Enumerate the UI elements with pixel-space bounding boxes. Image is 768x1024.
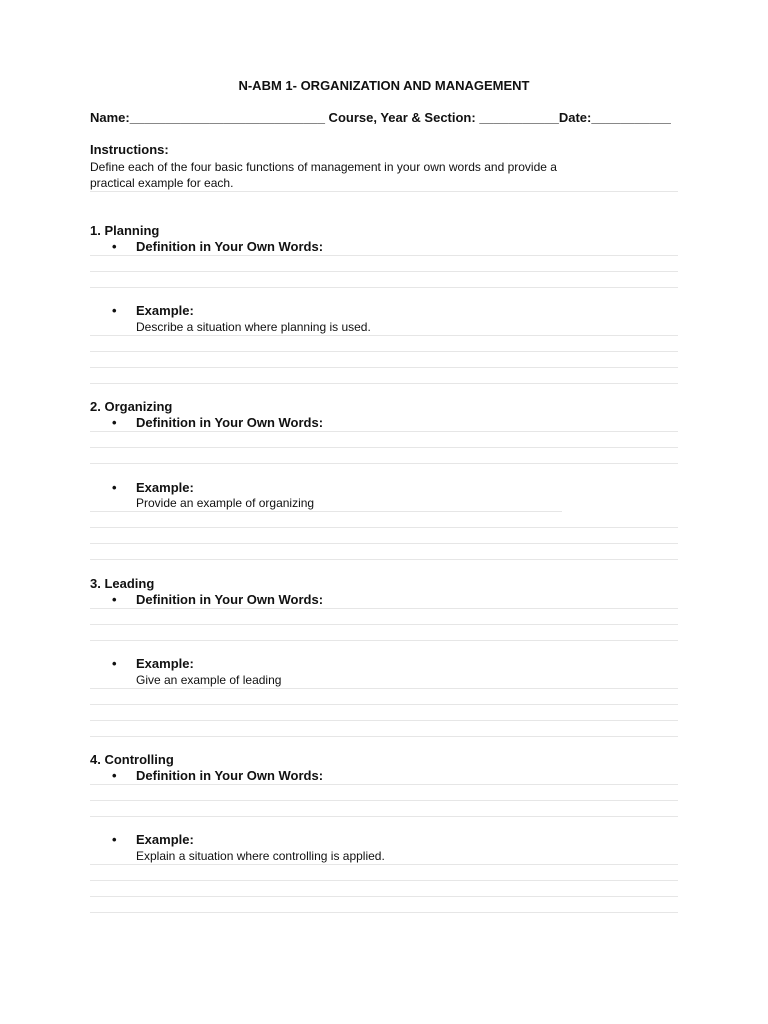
organizing-definition-answer-line[interactable] bbox=[90, 447, 678, 448]
bullet-icon: • bbox=[112, 832, 117, 847]
leading-definition-answer-line[interactable] bbox=[90, 624, 678, 625]
organizing-example-answer-line[interactable] bbox=[90, 511, 562, 512]
section-heading-organizing: 2. Organizing bbox=[90, 399, 173, 414]
bullet-icon: • bbox=[112, 303, 117, 318]
controlling-example-prompt: Explain a situation where controlling is applied. bbox=[136, 849, 385, 863]
organizing-definition-answer-line[interactable] bbox=[90, 463, 678, 464]
planning-example-prompt: Describe a situation where planning is used. bbox=[136, 320, 371, 334]
section-heading-leading: 3. Leading bbox=[90, 576, 155, 591]
organizing-example-prompt: Provide an example of organizing bbox=[136, 496, 315, 510]
bullet-icon: • bbox=[112, 656, 117, 671]
planning-example-answer-line[interactable] bbox=[90, 367, 678, 368]
leading-definition-answer-line[interactable] bbox=[90, 608, 678, 609]
answer-line bbox=[90, 191, 678, 192]
student-info-line[interactable]: Name:___________________________ Course, Year & Section: ___________Date:___________ bbox=[90, 110, 671, 125]
controlling-example-answer-line[interactable] bbox=[90, 896, 678, 897]
document-title: N-ABM 1- ORGANIZATION AND MANAGEMENT bbox=[238, 78, 530, 93]
organizing-example-label: Example: bbox=[136, 480, 194, 495]
planning-definition-answer-line[interactable] bbox=[90, 255, 678, 256]
bullet-icon: • bbox=[112, 239, 117, 254]
controlling-definition-label: Definition in Your Own Words: bbox=[136, 768, 324, 783]
organizing-example-answer-line[interactable] bbox=[90, 543, 678, 544]
planning-example-answer-line[interactable] bbox=[90, 383, 678, 384]
section-heading-controlling: 4. Controlling bbox=[90, 752, 174, 767]
controlling-definition-answer-line[interactable] bbox=[90, 800, 678, 801]
controlling-definition-answer-line[interactable] bbox=[90, 816, 678, 817]
controlling-definition-answer-line[interactable] bbox=[90, 784, 678, 785]
planning-definition-answer-line[interactable] bbox=[90, 287, 678, 288]
planning-example-answer-line[interactable] bbox=[90, 351, 678, 352]
leading-example-answer-line[interactable] bbox=[90, 736, 678, 737]
organizing-definition-label: Definition in Your Own Words: bbox=[136, 415, 324, 430]
instructions-heading: Instructions: bbox=[90, 142, 169, 157]
organizing-example-answer-line[interactable] bbox=[90, 559, 678, 560]
bullet-icon: • bbox=[112, 415, 117, 430]
planning-definition-answer-line[interactable] bbox=[90, 271, 678, 272]
leading-example-answer-line[interactable] bbox=[90, 720, 678, 721]
leading-example-answer-line[interactable] bbox=[90, 688, 678, 689]
leading-example-label: Example: bbox=[136, 656, 194, 671]
planning-example-label: Example: bbox=[136, 303, 194, 318]
bullet-icon: • bbox=[112, 592, 117, 607]
instructions-text-line-1: Define each of the four basic functions of management in your own words and provide a bbox=[90, 160, 557, 174]
planning-definition-label: Definition in Your Own Words: bbox=[136, 239, 324, 254]
instructions-text-line-2: practical example for each. bbox=[90, 176, 234, 190]
organizing-definition-answer-line[interactable] bbox=[90, 431, 678, 432]
leading-definition-label: Definition in Your Own Words: bbox=[136, 592, 324, 607]
controlling-example-answer-line[interactable] bbox=[90, 880, 678, 881]
bullet-icon: • bbox=[112, 480, 117, 495]
organizing-example-answer-line[interactable] bbox=[90, 527, 678, 528]
bullet-icon: • bbox=[112, 768, 117, 783]
planning-example-answer-line[interactable] bbox=[90, 335, 678, 336]
section-heading-planning: 1. Planning bbox=[90, 223, 160, 238]
controlling-example-answer-line[interactable] bbox=[90, 912, 678, 913]
controlling-example-label: Example: bbox=[136, 832, 194, 847]
leading-example-answer-line[interactable] bbox=[90, 704, 678, 705]
leading-definition-answer-line[interactable] bbox=[90, 640, 678, 641]
controlling-example-answer-line[interactable] bbox=[90, 864, 678, 865]
leading-example-prompt: Give an example of leading bbox=[136, 673, 282, 687]
